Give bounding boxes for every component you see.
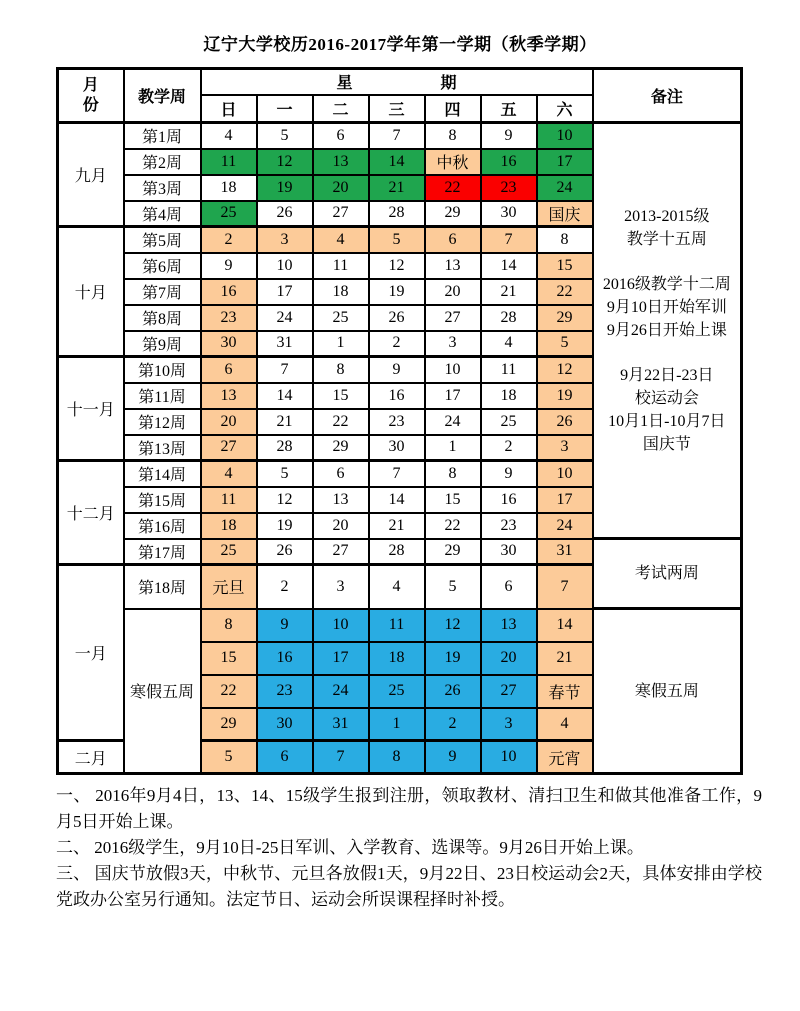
day-cell: 21	[369, 175, 425, 201]
day-cell: 11	[369, 609, 425, 642]
day-cell: 13	[425, 253, 481, 279]
day-cell: 10	[481, 741, 537, 774]
day-cell: 3	[425, 331, 481, 357]
day-cell: 30	[481, 201, 537, 227]
week-label-cell: 寒假五周	[124, 609, 201, 774]
day-cell: 12	[537, 357, 593, 383]
day-cell: 7	[369, 461, 425, 487]
day-cell: 11	[481, 357, 537, 383]
day-cell: 22	[425, 175, 481, 201]
day-cell: 22	[425, 513, 481, 539]
day-cell: 12	[257, 149, 313, 175]
day-cell: 26	[537, 409, 593, 435]
day-cell: 30	[481, 539, 537, 565]
day-cell: 3	[257, 227, 313, 253]
week-label-cell: 第3周	[124, 175, 201, 201]
month-header-line1: 月	[82, 76, 99, 94]
day-cell: 26	[257, 201, 313, 227]
day-cell: 26	[425, 675, 481, 708]
day-cell: 10	[257, 253, 313, 279]
week-label-cell: 第5周	[124, 227, 201, 253]
day-cell: 元旦	[201, 565, 257, 609]
day-cell: 16	[481, 487, 537, 513]
day-cell: 4	[537, 708, 593, 741]
day-cell: 24	[257, 305, 313, 331]
day-cell: 2	[425, 708, 481, 741]
day-cell: 21	[257, 409, 313, 435]
day-cell: 27	[425, 305, 481, 331]
day-cell: 22	[201, 675, 257, 708]
day-cell: 29	[313, 435, 369, 461]
day-cell: 19	[369, 279, 425, 305]
day-cell: 19	[257, 513, 313, 539]
day-cell: 9	[481, 123, 537, 149]
day-cell: 13	[201, 383, 257, 409]
day-cell: 18	[201, 175, 257, 201]
month-cell: 十一月	[58, 357, 124, 461]
remark-text: 考试两周	[634, 565, 699, 582]
day-cell: 23	[257, 675, 313, 708]
month-cell: 十二月	[58, 461, 124, 565]
day-cell: 9	[257, 609, 313, 642]
day-cell: 19	[257, 175, 313, 201]
footnote-3: 三、 国庆节放假3天，中秋节、元旦各放假1天，9月22日、23日校运动会2天，具体安排由学校党政办公室另行通知。法定节日、运动会所误课程择时补授。	[56, 864, 762, 909]
day-cell: 30	[257, 708, 313, 741]
day-cell: 23	[369, 409, 425, 435]
week-label-cell: 第18周	[124, 565, 201, 609]
day-cell: 元宵	[537, 741, 593, 774]
day-cell: 18	[481, 383, 537, 409]
day-cell: 12	[257, 487, 313, 513]
day-cell: 7	[369, 123, 425, 149]
week-label-cell: 第6周	[124, 253, 201, 279]
day-cell: 2	[481, 435, 537, 461]
week-label-cell: 第15周	[124, 487, 201, 513]
day-header: 三	[369, 95, 425, 123]
day-cell: 19	[537, 383, 593, 409]
day-cell: 15	[201, 642, 257, 675]
month-cell: 九月	[58, 123, 124, 227]
day-cell: 29	[425, 539, 481, 565]
day-cell: 27	[313, 539, 369, 565]
day-cell: 4	[201, 461, 257, 487]
week-label-cell: 第7周	[124, 279, 201, 305]
day-cell: 5	[201, 741, 257, 774]
day-cell: 8	[425, 461, 481, 487]
day-header: 日	[201, 95, 257, 123]
day-header: 五	[481, 95, 537, 123]
day-cell: 1	[313, 331, 369, 357]
day-cell: 31	[537, 539, 593, 565]
day-cell: 8	[369, 741, 425, 774]
day-cell: 27	[313, 201, 369, 227]
day-cell: 31	[257, 331, 313, 357]
day-cell: 2	[369, 331, 425, 357]
month-cell: 十月	[58, 227, 124, 357]
day-cell: 3	[313, 565, 369, 609]
week-label-cell: 第12周	[124, 409, 201, 435]
day-cell: 30	[201, 331, 257, 357]
day-cell: 23	[201, 305, 257, 331]
calendar-row	[58, 609, 742, 642]
calendar-table	[56, 67, 743, 775]
remark-cell	[593, 609, 742, 774]
day-cell: 5	[369, 227, 425, 253]
day-cell: 9	[369, 357, 425, 383]
day-cell: 12	[369, 253, 425, 279]
day-cell: 7	[313, 741, 369, 774]
day-cell: 20	[313, 175, 369, 201]
remark-text: 2013-2015级 教学十五周	[624, 208, 710, 248]
day-cell: 国庆	[537, 201, 593, 227]
day-cell: 7	[257, 357, 313, 383]
footnotes	[56, 783, 762, 913]
day-cell: 20	[313, 513, 369, 539]
day-header: 四	[425, 95, 481, 123]
footnote-2: 二、 2016级学生，9月10日-25日军训、入学教育、选课等。9月26日开始上课。	[56, 838, 644, 857]
day-cell: 24	[537, 175, 593, 201]
week-label-cell: 第4周	[124, 201, 201, 227]
week-group-header-label: 星期	[336, 75, 545, 93]
day-header: 二	[313, 95, 369, 123]
day-cell: 20	[425, 279, 481, 305]
day-cell: 8	[313, 357, 369, 383]
week-label-cell: 第10周	[124, 357, 201, 383]
day-cell: 16	[481, 149, 537, 175]
day-cell: 21	[369, 513, 425, 539]
week-group-header	[201, 69, 593, 95]
day-cell: 10	[313, 609, 369, 642]
day-cell: 25	[369, 675, 425, 708]
day-cell: 7	[537, 565, 593, 609]
day-cell: 6	[481, 565, 537, 609]
day-cell: 19	[425, 642, 481, 675]
day-cell: 16	[257, 642, 313, 675]
day-cell: 9	[425, 741, 481, 774]
day-cell: 21	[481, 279, 537, 305]
calendar-row	[58, 123, 742, 149]
remark-text: 2016级教学十二周 9月10日开始军训 9月26日开始上课	[602, 276, 731, 339]
day-cell: 5	[257, 461, 313, 487]
week-label-cell: 第1周	[124, 123, 201, 149]
day-cell: 30	[369, 435, 425, 461]
day-cell: 5	[257, 123, 313, 149]
week-label-cell: 第16周	[124, 513, 201, 539]
day-cell: 25	[201, 539, 257, 565]
day-cell: 27	[481, 675, 537, 708]
day-cell: 18	[313, 279, 369, 305]
day-cell: 4	[201, 123, 257, 149]
day-cell: 28	[481, 305, 537, 331]
day-cell: 23	[481, 513, 537, 539]
day-cell: 17	[537, 487, 593, 513]
day-cell: 15	[313, 383, 369, 409]
day-cell: 8	[425, 123, 481, 149]
week-label-cell: 第14周	[124, 461, 201, 487]
day-cell: 5	[425, 565, 481, 609]
day-cell: 14	[537, 609, 593, 642]
day-cell: 16	[201, 279, 257, 305]
day-cell: 15	[537, 253, 593, 279]
day-cell: 25	[481, 409, 537, 435]
day-cell: 26	[369, 305, 425, 331]
day-cell: 9	[481, 461, 537, 487]
day-cell: 10	[425, 357, 481, 383]
day-cell: 12	[425, 609, 481, 642]
day-header: 一	[257, 95, 313, 123]
day-cell: 6	[313, 461, 369, 487]
day-cell: 22	[537, 279, 593, 305]
day-cell: 10	[537, 123, 593, 149]
remark-cell	[593, 123, 742, 539]
day-cell: 17	[537, 149, 593, 175]
day-cell: 2	[201, 227, 257, 253]
day-cell: 中秋	[425, 149, 481, 175]
day-cell: 16	[369, 383, 425, 409]
day-cell: 17	[257, 279, 313, 305]
day-cell: 20	[201, 409, 257, 435]
day-cell: 5	[537, 331, 593, 357]
month-cell: 一月	[58, 565, 124, 741]
week-label-cell: 第8周	[124, 305, 201, 331]
day-cell: 20	[481, 642, 537, 675]
day-cell: 6	[257, 741, 313, 774]
day-cell: 11	[201, 149, 257, 175]
day-cell: 2	[257, 565, 313, 609]
footnote-1: 一、 2016年9月4日，13、14、15级学生报到注册，领取教材、清扫卫生和做其他准备工作，9月5日开始上课。	[56, 786, 762, 831]
day-cell: 31	[313, 708, 369, 741]
day-cell: 26	[257, 539, 313, 565]
day-cell: 14	[481, 253, 537, 279]
day-cell: 3	[481, 708, 537, 741]
day-cell: 11	[201, 487, 257, 513]
day-cell: 6	[425, 227, 481, 253]
page-title: 辽宁大学校历2016-2017学年第一学期（秋季学期）	[203, 35, 597, 54]
week-label-cell: 第9周	[124, 331, 201, 357]
day-cell: 28	[257, 435, 313, 461]
remark-text: 9月22日-23日 校运动会 10月1日-10月7日 国庆节	[608, 367, 726, 453]
day-cell: 15	[425, 487, 481, 513]
day-cell: 21	[537, 642, 593, 675]
day-cell: 11	[313, 253, 369, 279]
day-cell: 25	[201, 201, 257, 227]
day-cell: 4	[481, 331, 537, 357]
day-cell: 1	[425, 435, 481, 461]
teaching-week-column-header: 教学周	[124, 69, 201, 123]
day-cell: 29	[425, 201, 481, 227]
day-cell: 29	[201, 708, 257, 741]
day-cell: 13	[313, 149, 369, 175]
day-cell: 1	[369, 708, 425, 741]
day-cell: 14	[369, 487, 425, 513]
day-cell: 24	[425, 409, 481, 435]
day-header: 六	[537, 95, 593, 123]
day-cell: 10	[537, 461, 593, 487]
day-cell: 28	[369, 201, 425, 227]
day-cell: 7	[481, 227, 537, 253]
day-cell: 4	[313, 227, 369, 253]
day-cell: 18	[201, 513, 257, 539]
day-cell: 28	[369, 539, 425, 565]
week-label-cell: 第2周	[124, 149, 201, 175]
day-cell: 23	[481, 175, 537, 201]
week-label-cell: 第13周	[124, 435, 201, 461]
day-cell: 29	[537, 305, 593, 331]
day-cell: 春节	[537, 675, 593, 708]
month-column-header	[58, 69, 124, 123]
month-header-line2: 份	[82, 96, 99, 114]
day-cell: 3	[537, 435, 593, 461]
day-cell: 24	[537, 513, 593, 539]
day-cell: 13	[313, 487, 369, 513]
calendar-row	[58, 539, 742, 565]
calendar-body	[58, 123, 742, 774]
day-cell: 8	[201, 609, 257, 642]
day-cell: 27	[201, 435, 257, 461]
remarks-column-header: 备注	[593, 69, 742, 123]
day-cell: 4	[369, 565, 425, 609]
day-cell: 14	[369, 149, 425, 175]
day-cell: 24	[313, 675, 369, 708]
day-cell: 22	[313, 409, 369, 435]
day-cell: 25	[313, 305, 369, 331]
day-cell: 17	[313, 642, 369, 675]
month-cell: 二月	[58, 741, 124, 774]
day-cell: 17	[425, 383, 481, 409]
remark-cell	[593, 539, 742, 609]
week-label-cell: 第11周	[124, 383, 201, 409]
day-cell: 8	[537, 227, 593, 253]
day-cell: 13	[481, 609, 537, 642]
week-label-cell: 第17周	[124, 539, 201, 565]
day-cell: 6	[201, 357, 257, 383]
day-cell: 18	[369, 642, 425, 675]
day-cell: 9	[201, 253, 257, 279]
day-cell: 6	[313, 123, 369, 149]
day-cell: 14	[257, 383, 313, 409]
remark-text: 寒假五周	[634, 682, 699, 700]
